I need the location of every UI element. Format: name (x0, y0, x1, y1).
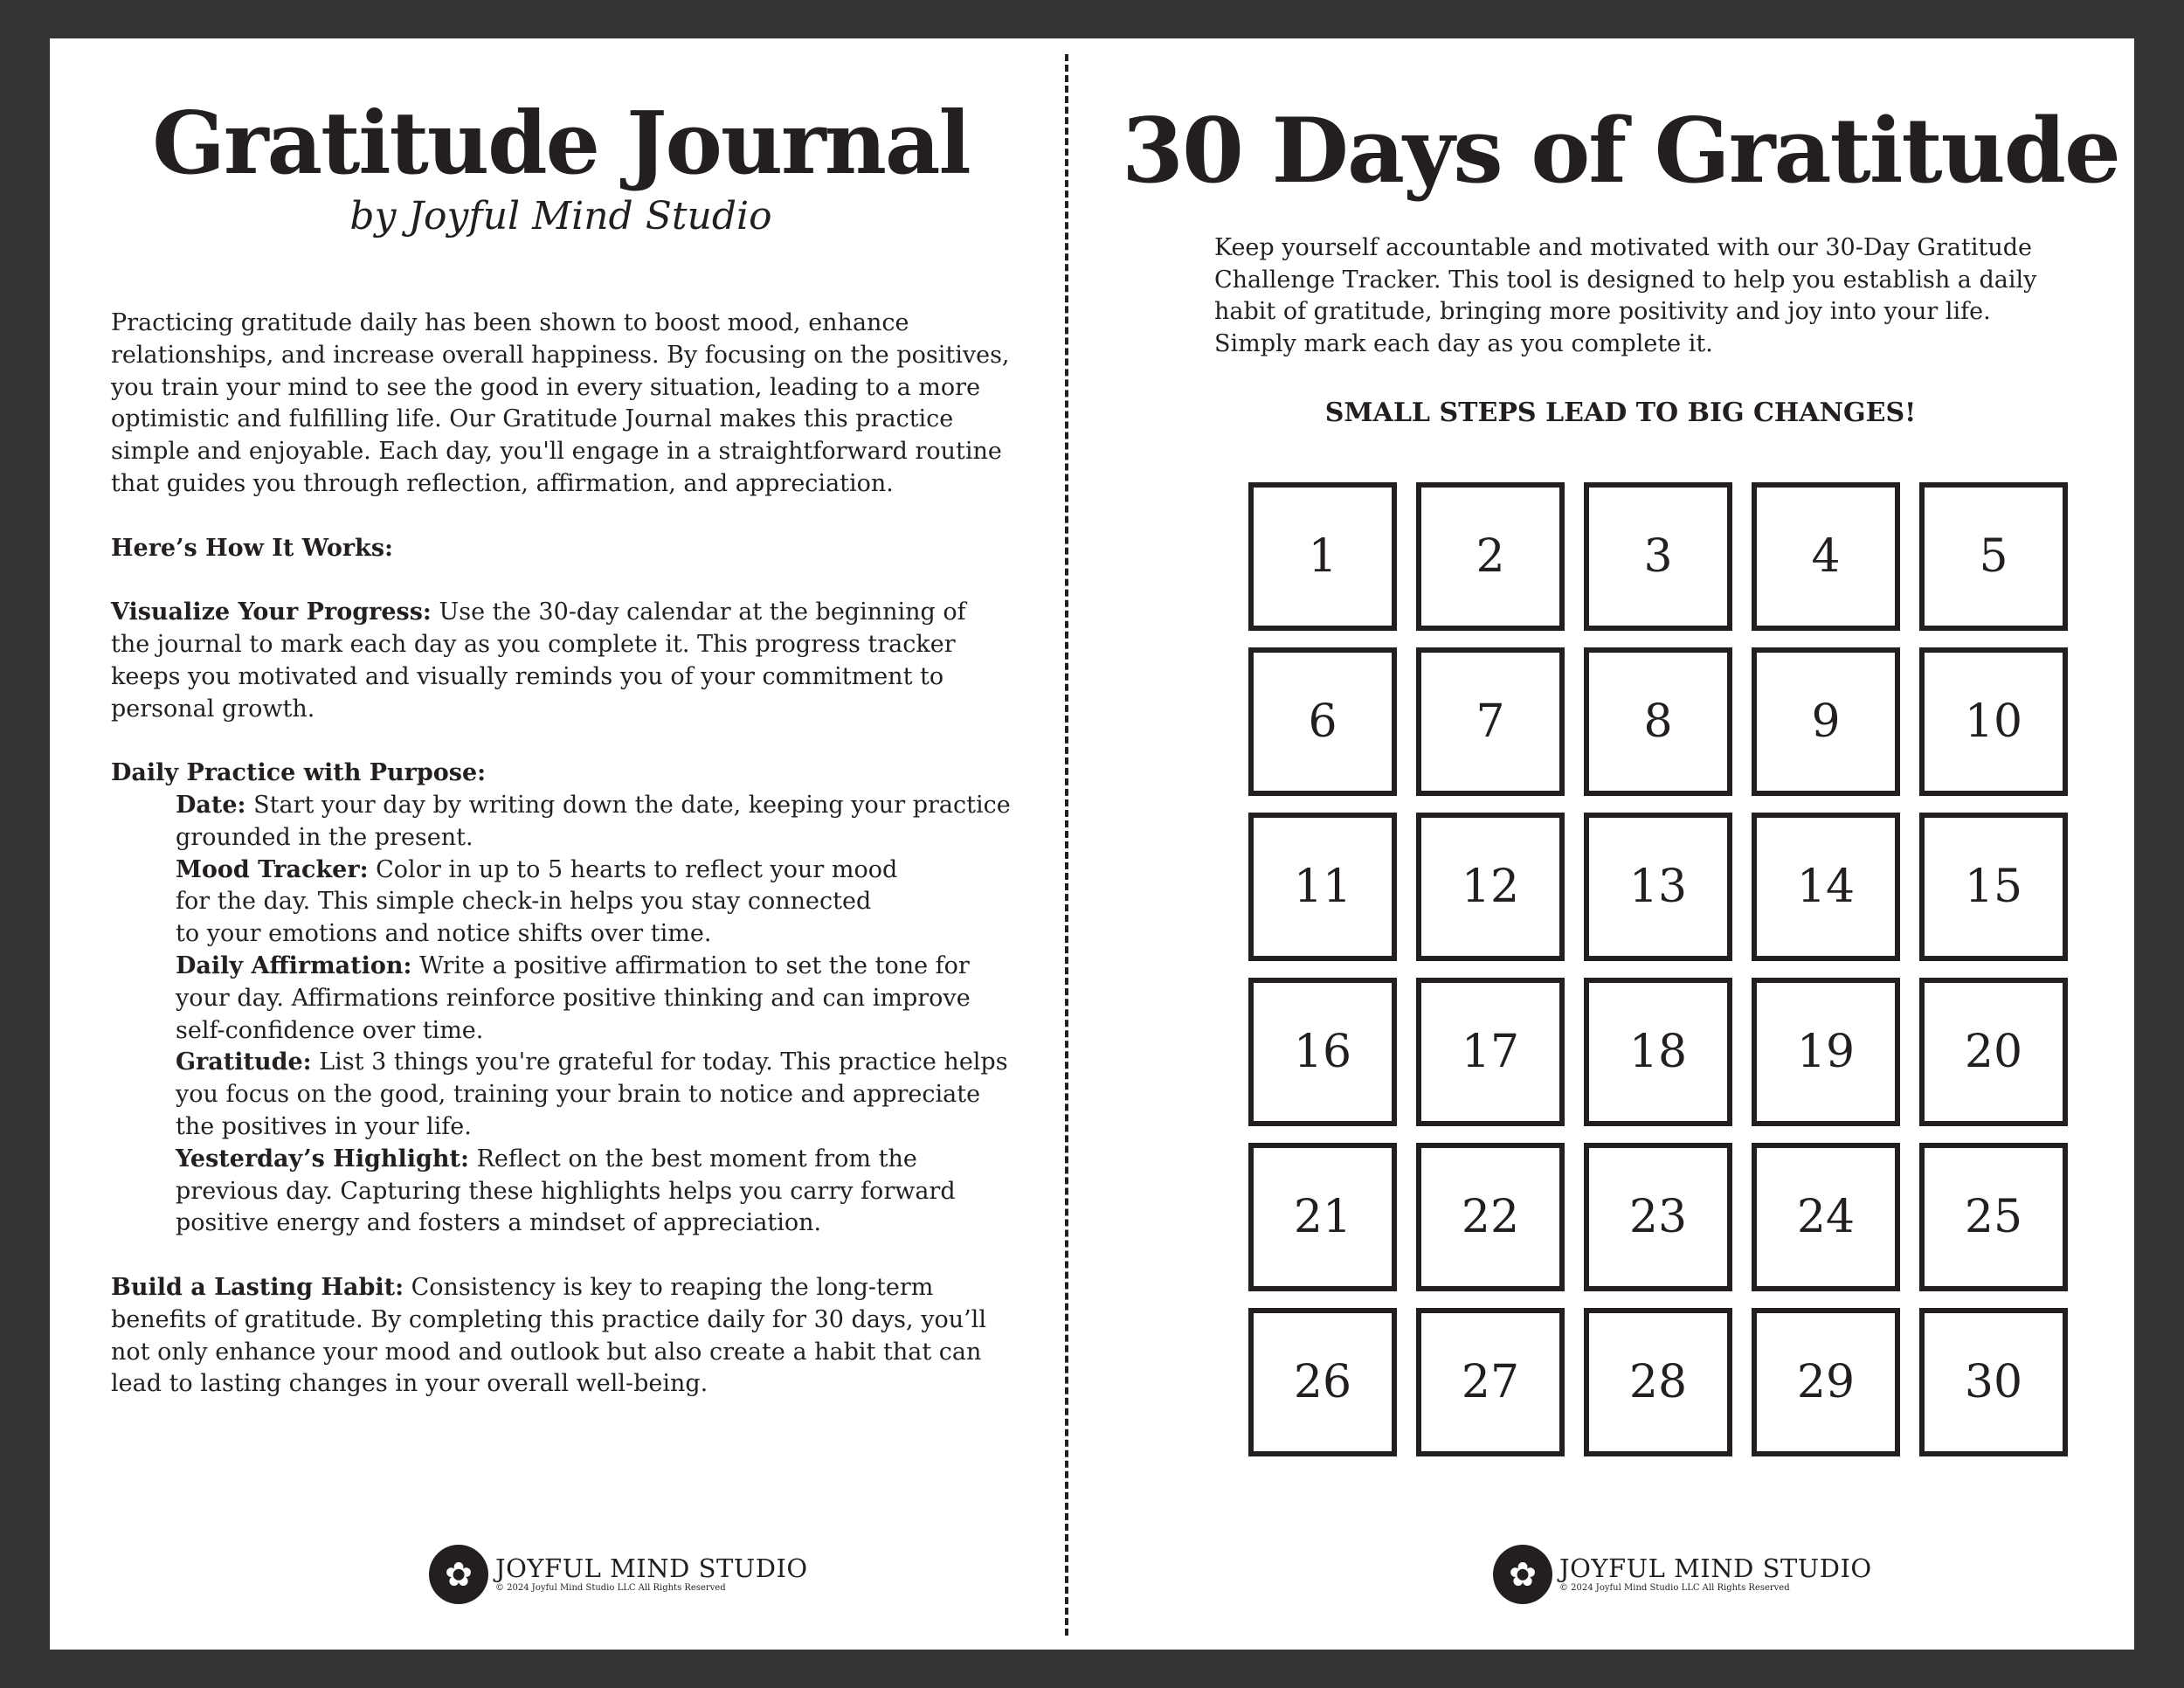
habit-text: Consistency is key to reaping the long-term benefits of gratitude. By completing this practice daily for 30 days, you’ll not only enhance your mood and outlook but also create a habit that can lead to lasting changes in your overall well-being. (111, 1273, 986, 1398)
practice-list (111, 790, 1011, 1240)
practice-item-text: Reflect on the best moment from the previous day. Capturing these highlights helps you carry forward positive energy and fosters a mindset of appreciation. (176, 1145, 956, 1237)
day-box[interactable]: 19 (1752, 978, 1900, 1126)
footer-logo-text (1559, 1554, 1872, 1595)
visualize-paragraph (111, 597, 1011, 725)
practice-item-label: Date: (176, 791, 246, 819)
practice-item-text: Start your day by writing down the date, keeping your practice grounded in the present. (176, 791, 1011, 851)
how-it-works-heading: Here’s How It Works: (111, 534, 393, 562)
day-box[interactable]: 6 (1248, 647, 1397, 796)
day-box[interactable]: 22 (1416, 1143, 1565, 1291)
day-tracker-grid (1248, 482, 2068, 1456)
intro-paragraph: Practicing gratitude daily has been shown to boost mood, enhance relationships, and increase overall happiness. By focusing on the positives, you train your mind to see the good in every situation, leading to a more optimistic and fulfilling life. Our Gratitude Journal makes this practice simple and enjoyable. Each day, you'll engage in a straightforward routine that guides you through reflection, affirmation, and appreciation. (111, 309, 1010, 497)
brand-name: JOYFUL MIND STUDIO (1559, 1553, 1872, 1583)
page-divider (1065, 54, 1068, 1636)
practice-item-text: List 3 things you're grateful for today. This practice helps you focus on the good, training your brain to notice and appreciate the positives in your life. (176, 1048, 1008, 1140)
habit-paragraph (111, 1272, 1011, 1401)
practice-item-label: Daily Affirmation: (176, 951, 412, 979)
day-box[interactable]: 20 (1919, 978, 2068, 1126)
day-box[interactable]: 23 (1584, 1143, 1732, 1291)
practice-item-label: Yesterday’s Highlight: (176, 1145, 469, 1173)
page-title: Gratitude Journal (152, 93, 970, 194)
day-box[interactable]: 30 (1919, 1308, 2068, 1456)
practice-item-text: Color in up to 5 hearts to reflect your mood for the day. This simple check-in helps you stay connected to your emotions and notice shifts over time. (176, 855, 898, 948)
footer-logo (429, 1545, 808, 1604)
day-box[interactable]: 2 (1416, 482, 1565, 631)
lotus-icon: ✿ (1493, 1545, 1552, 1604)
day-box[interactable]: 5 (1919, 482, 2068, 631)
day-box[interactable]: 12 (1416, 813, 1565, 961)
copyright: © 2024 Joyful Mind Studio LLC All Rights Reserved (1559, 1583, 1790, 1593)
tracker-slogan: SMALL STEPS LEAD TO BIG CHANGES! (1324, 398, 1917, 428)
footer-logo-text (495, 1554, 808, 1595)
brand-name: JOYFUL MIND STUDIO (495, 1553, 808, 1583)
day-box[interactable]: 21 (1248, 1143, 1397, 1291)
footer-logo (1493, 1545, 1872, 1604)
day-box[interactable]: 1 (1248, 482, 1397, 631)
daily-practice-heading: Daily Practice with Purpose: (111, 759, 487, 787)
spread (50, 38, 2134, 1650)
practice-item-label: Mood Tracker: (176, 855, 369, 883)
day-box[interactable]: 16 (1248, 978, 1397, 1126)
instructions-body (111, 308, 1011, 1401)
day-box[interactable]: 29 (1752, 1308, 1900, 1456)
visualize-label: Visualize Your Progress: (111, 598, 432, 626)
tracker-intro: Keep yourself accountable and motivated with our 30-Day Gratitude Challenge Tracker. This tool is designed to help you establish a daily habit of gratitude, bringing more positivity and joy into your life. Simply mark each day as you complete it. (1214, 234, 2037, 357)
day-box[interactable]: 15 (1919, 813, 2068, 961)
copyright: © 2024 Joyful Mind Studio LLC All Rights Reserved (495, 1583, 726, 1593)
day-box[interactable]: 18 (1584, 978, 1732, 1126)
practice-item-label: Gratitude: (176, 1048, 312, 1076)
lotus-icon: ✿ (429, 1545, 488, 1604)
day-box[interactable]: 3 (1584, 482, 1732, 631)
day-box[interactable]: 14 (1752, 813, 1900, 961)
practice-item-mood (176, 854, 901, 951)
practice-item-text: Write a positive affirmation to set the tone for your day. Affirmations reinforce positive thinking and can improve self-confidence over time. (176, 951, 971, 1044)
day-box[interactable]: 7 (1416, 647, 1565, 796)
day-box[interactable]: 4 (1752, 482, 1900, 631)
day-box[interactable]: 10 (1919, 647, 2068, 796)
day-box[interactable]: 27 (1416, 1308, 1565, 1456)
day-box[interactable]: 11 (1248, 813, 1397, 961)
practice-item-date (176, 790, 1011, 854)
tracker-title: 30 Days of Gratitude (1122, 99, 2119, 204)
day-box[interactable]: 9 (1752, 647, 1900, 796)
day-box[interactable]: 28 (1584, 1308, 1732, 1456)
day-box[interactable]: 26 (1248, 1308, 1397, 1456)
day-box[interactable]: 8 (1584, 647, 1732, 796)
habit-label: Build a Lasting Habit: (111, 1273, 404, 1301)
visualize-text: Use the 30-day calendar at the beginning of the journal to mark each day as you complete it. This progress tracker keeps you motivated and visually reminds you of your commitment to personal growth. (111, 598, 966, 723)
practice-item-highlight (176, 1144, 1011, 1240)
practice-item-gratitude (176, 1047, 1011, 1143)
page-subtitle: by Joyful Mind Studio (349, 194, 772, 239)
day-box[interactable]: 17 (1416, 978, 1565, 1126)
day-box[interactable]: 25 (1919, 1143, 2068, 1291)
day-box[interactable]: 24 (1752, 1143, 1900, 1291)
day-box[interactable]: 13 (1584, 813, 1732, 961)
practice-item-affirmation (176, 951, 1011, 1047)
